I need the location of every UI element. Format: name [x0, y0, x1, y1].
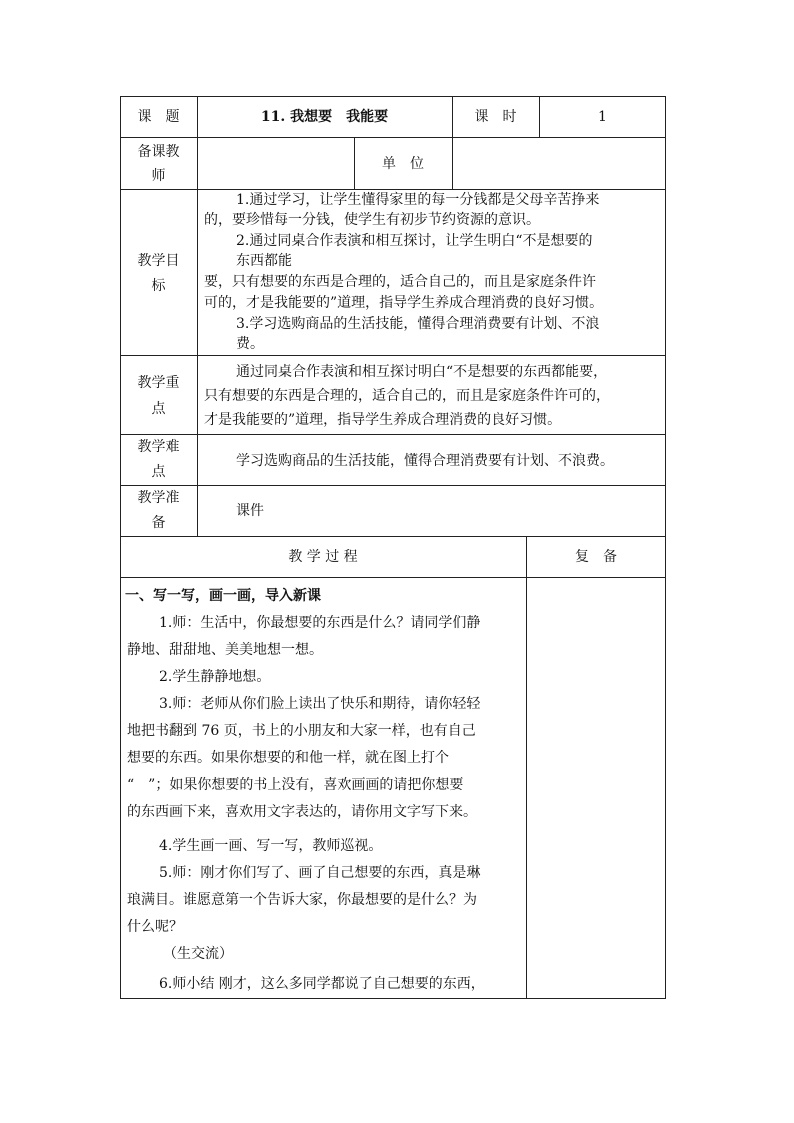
process-line: “ ”；如果你想要的书上没有，喜欢画画的请把你想要: [127, 777, 464, 793]
goals-line: 3.学习选购商品的生活技能，懂得合理消费要有计划、不浪: [236, 316, 600, 332]
topic-value: 11. 我想要 我能要: [260, 109, 389, 125]
process-header: 教 学 过 程: [288, 549, 358, 565]
goals-line: 2.通过同桌合作表演和相互探讨，让学生明白“不是想要的: [236, 233, 593, 249]
difficulties-text: 学习选购商品的生活技能，懂得合理消费要有计划、不浪费。: [236, 453, 614, 469]
key-points-line: 只有想要的东西是合理的，适合自己的，而且是家庭条件许可的，: [204, 388, 610, 404]
review-header: 复 备: [575, 549, 617, 565]
process-line: 琅满目。谁愿意第一个告诉大家，你最想要的是什么？为: [127, 892, 477, 908]
preparation-label-cont: 备: [151, 515, 166, 531]
process-line: 地把书翻到 76 页，书上的小朋友和大家一样，也有自己: [127, 723, 476, 739]
process-line: 4.学生画一画、写一写，教师巡视。: [159, 838, 383, 854]
key-points-line: 才是我能要的”道理，指导学生养成合理消费的良好习惯。: [204, 412, 562, 428]
process-line: 什么呢？: [127, 919, 183, 935]
section-title: 一、写一写，画一画，导入新课: [125, 588, 321, 604]
preparation-text: 课件: [236, 503, 264, 519]
process-line: 5.师：刚才你们写了、画了自己想要的东西，真是琳: [159, 865, 481, 881]
goals-line: 要，只有想要的东西是合理的，适合自己的，而且是家庭条件许: [204, 274, 596, 290]
row-divider: [120, 355, 666, 356]
row-divider: [120, 536, 666, 537]
difficulties-label-cont: 点: [151, 464, 166, 480]
key-points-label: 教学重: [137, 375, 180, 391]
column-divider: [452, 137, 453, 189]
goals-label: 教学目: [137, 253, 180, 269]
process-line: 6.师小结 刚才，这么多同学都说了自己想要的东西，: [159, 976, 485, 992]
goals-line: 可的，才是我能要的”道理，指导学生养成合理消费的良好习惯。: [204, 295, 604, 311]
row-divider: [120, 434, 666, 435]
process-line: 的东西画下来，喜欢用文字表达的，请你用文字写下来。: [127, 804, 477, 820]
difficulties-label: 教学难: [137, 439, 180, 455]
process-line: 静地、甜甜地、美美地想一想。: [127, 642, 323, 658]
process-line: 1.师：生活中，你最想要的东西是什么？请同学们静: [159, 615, 481, 631]
period-value: 1: [598, 109, 607, 125]
goals-line: 费。: [236, 336, 264, 352]
column-divider: [197, 96, 198, 536]
key-points-label-cont: 点: [151, 401, 166, 417]
goals-label-cont: 标: [151, 278, 166, 294]
process-line: 想要的东西。如果你想要的和他一样，就在图上打个: [127, 750, 449, 766]
goals-line: 的，要珍惜每一分钱，使学生有初步节约资源的意识。: [204, 212, 540, 228]
row-divider: [120, 485, 666, 486]
process-line: 3.师：老师从你们脸上读出了快乐和期待，请你轻轻: [159, 696, 481, 712]
preparation-label: 教学准: [137, 490, 180, 506]
process-line: （生交流）: [163, 946, 233, 962]
row-divider: [120, 137, 666, 138]
goals-line: 1.通过学习，让学生懂得家里的每一分钱都是父母辛苦挣来: [236, 192, 600, 208]
period-label: 课 时: [474, 109, 517, 125]
teacher-label-cont: 师: [151, 168, 166, 184]
row-divider: [120, 189, 666, 190]
teacher-label: 备课教: [137, 144, 180, 160]
topic-label: 课 题: [137, 109, 180, 125]
process-line: 2.学生静静地想。: [159, 669, 271, 685]
unit-label: 单 位: [382, 156, 424, 172]
goals-line: 东西都能: [236, 253, 292, 269]
row-divider: [120, 577, 666, 578]
column-divider: [526, 536, 527, 999]
key-points-line: 通过同桌合作表演和相互探讨明白“不是想要的东西都能要，: [236, 364, 608, 380]
